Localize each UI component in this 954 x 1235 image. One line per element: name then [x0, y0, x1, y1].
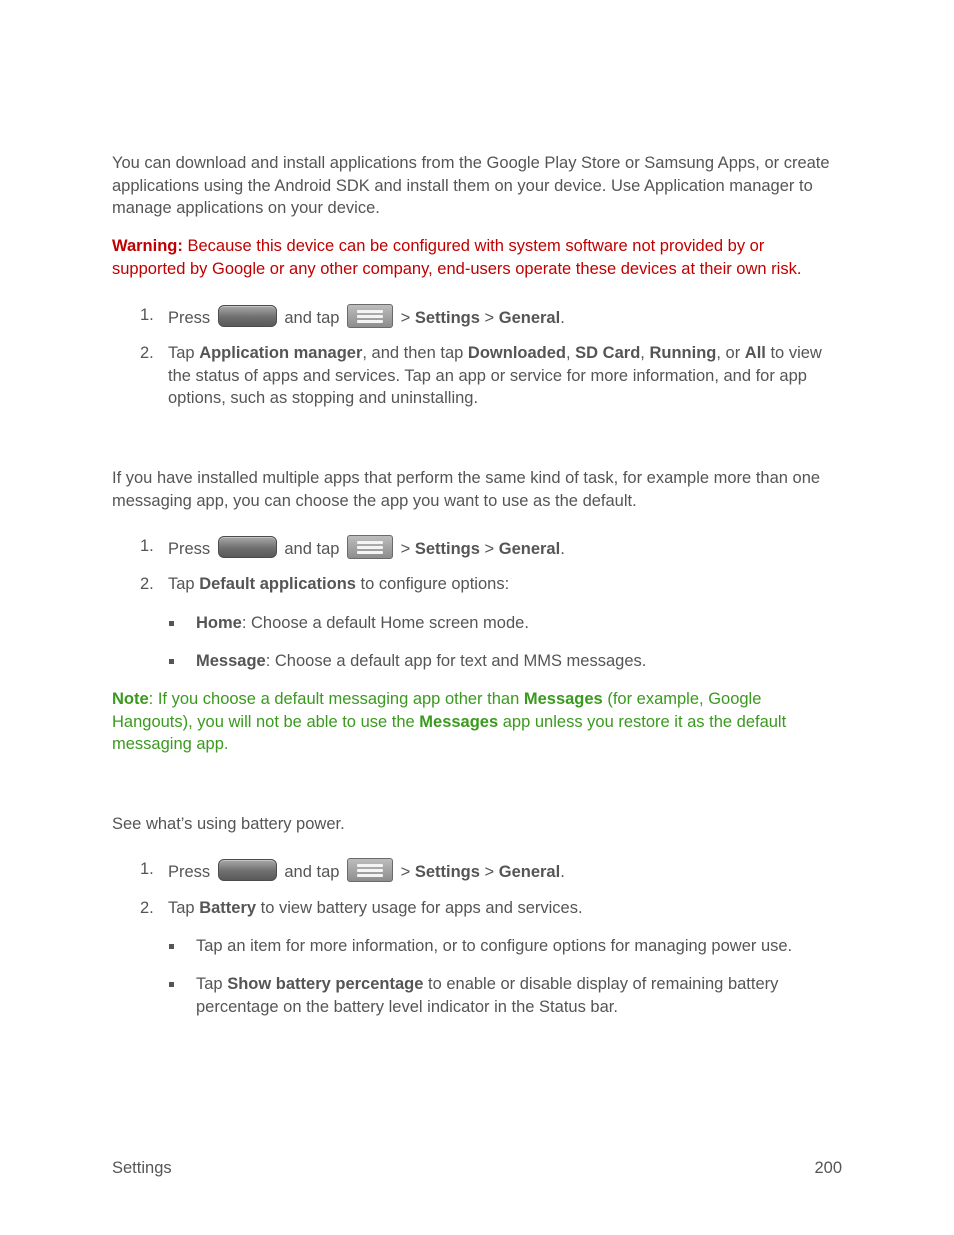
sd-card-label: SD Card — [575, 344, 641, 362]
and-tap-text: and tap — [284, 309, 340, 327]
bullet-text: : Choose a default Home screen mode. — [241, 614, 529, 632]
bullet-marker — [169, 944, 174, 949]
tap-text: Tap — [168, 899, 200, 917]
messages-label: Messages — [523, 690, 603, 708]
gt-separator: > — [396, 863, 415, 881]
press-text: Press — [168, 863, 211, 881]
bullet-text: Tap an item for more information, or to configure options for managing power use. — [196, 937, 793, 955]
press-text: Press — [168, 309, 211, 327]
general-label: General — [498, 309, 561, 327]
default-apps-intro: If you have installed multiple apps that perform the same kind of task, for example more than one messaging app, you can choose the app you want to use as the default. — [112, 469, 821, 510]
bullet-marker — [169, 659, 174, 664]
home-key-icon — [218, 305, 277, 327]
gt-separator: > — [479, 309, 499, 327]
settings-label: Settings — [414, 540, 480, 558]
and-tap-text: and tap — [284, 863, 340, 881]
step-text: , and then tap — [362, 344, 468, 362]
period: . — [560, 309, 565, 327]
step-number: 2. — [140, 344, 154, 362]
running-label: Running — [649, 344, 717, 362]
application-manager-label: Application manager — [199, 344, 363, 362]
page-number: 200 — [814, 1159, 842, 1177]
note-text: (for example, Google Hangouts), you will not be able to use the — [112, 690, 762, 731]
app-manager-intro: You can download and install applications from the Google Play Store or Samsung Apps, or create applications using the Android SDK and install them on your device. Use Application manager to manage applications on your device. — [112, 154, 830, 217]
gt-separator: > — [396, 309, 415, 327]
battery-intro: See what’s using battery power. — [112, 815, 345, 833]
and-tap-text: and tap — [284, 540, 340, 558]
footer-section: Settings — [112, 1159, 172, 1177]
gt-separator: > — [479, 540, 499, 558]
menu-key-icon — [347, 304, 393, 328]
show-battery-percentage-label: Show battery percentage — [227, 975, 424, 993]
step-number: 1. — [140, 860, 154, 878]
general-label: General — [498, 540, 561, 558]
menu-key-icon — [347, 535, 393, 559]
battery-label: Battery — [199, 899, 257, 917]
home-key-icon — [218, 859, 277, 881]
tap-text: Tap — [168, 575, 200, 593]
bullet-marker — [169, 621, 174, 626]
step-text: to configure options: — [355, 575, 510, 593]
period: . — [560, 863, 565, 881]
step-text: , — [566, 344, 576, 362]
note-text: : If you choose a default messaging app other than — [148, 690, 524, 708]
step-text: , — [640, 344, 650, 362]
bullet-text: to enable or disable display of remaining battery percentage on the battery level indicator in the Status bar. — [196, 975, 779, 1016]
settings-label: Settings — [414, 309, 480, 327]
step-text: , or — [716, 344, 745, 362]
gt-separator: > — [479, 863, 499, 881]
menu-key-icon — [347, 858, 393, 882]
downloaded-label: Downloaded — [467, 344, 566, 362]
note-label: Note — [112, 690, 149, 708]
step-text: to view battery usage for apps and services. — [256, 899, 583, 917]
warning-label: Warning: — [112, 237, 183, 255]
note-text: app unless you restore it as the default messaging app. — [112, 712, 787, 753]
step-number: 2. — [140, 899, 154, 917]
tap-text: Tap — [196, 975, 228, 993]
settings-label: Settings — [414, 863, 480, 881]
tap-text: Tap — [168, 344, 200, 362]
press-text: Press — [168, 540, 211, 558]
period: . — [560, 540, 565, 558]
warning-paragraph — [112, 235, 842, 280]
default-applications-label: Default applications — [199, 575, 356, 593]
message-label: Message — [196, 652, 266, 670]
step-text: to view the status of apps and services. Tap an app or service for more information, and for app options, such as stopping and uninstalling. — [168, 344, 822, 407]
step-number: 1. — [140, 537, 154, 555]
general-label: General — [498, 863, 561, 881]
bullet-text: : Choose a default app for text and MMS messages. — [265, 652, 647, 670]
home-key-icon — [218, 536, 277, 558]
note-paragraph — [112, 688, 842, 756]
step-number: 1. — [140, 306, 154, 324]
all-label: All — [744, 344, 766, 362]
messages-label: Messages — [419, 712, 499, 731]
warning-text: Because this device can be configured with system software not provided by or supported by Google or any other company, end-users operate these devices at their own risk. — [112, 237, 802, 278]
gt-separator: > — [396, 540, 415, 558]
step-number: 2. — [140, 575, 154, 593]
home-label: Home — [196, 614, 242, 632]
bullet-marker — [169, 982, 174, 987]
